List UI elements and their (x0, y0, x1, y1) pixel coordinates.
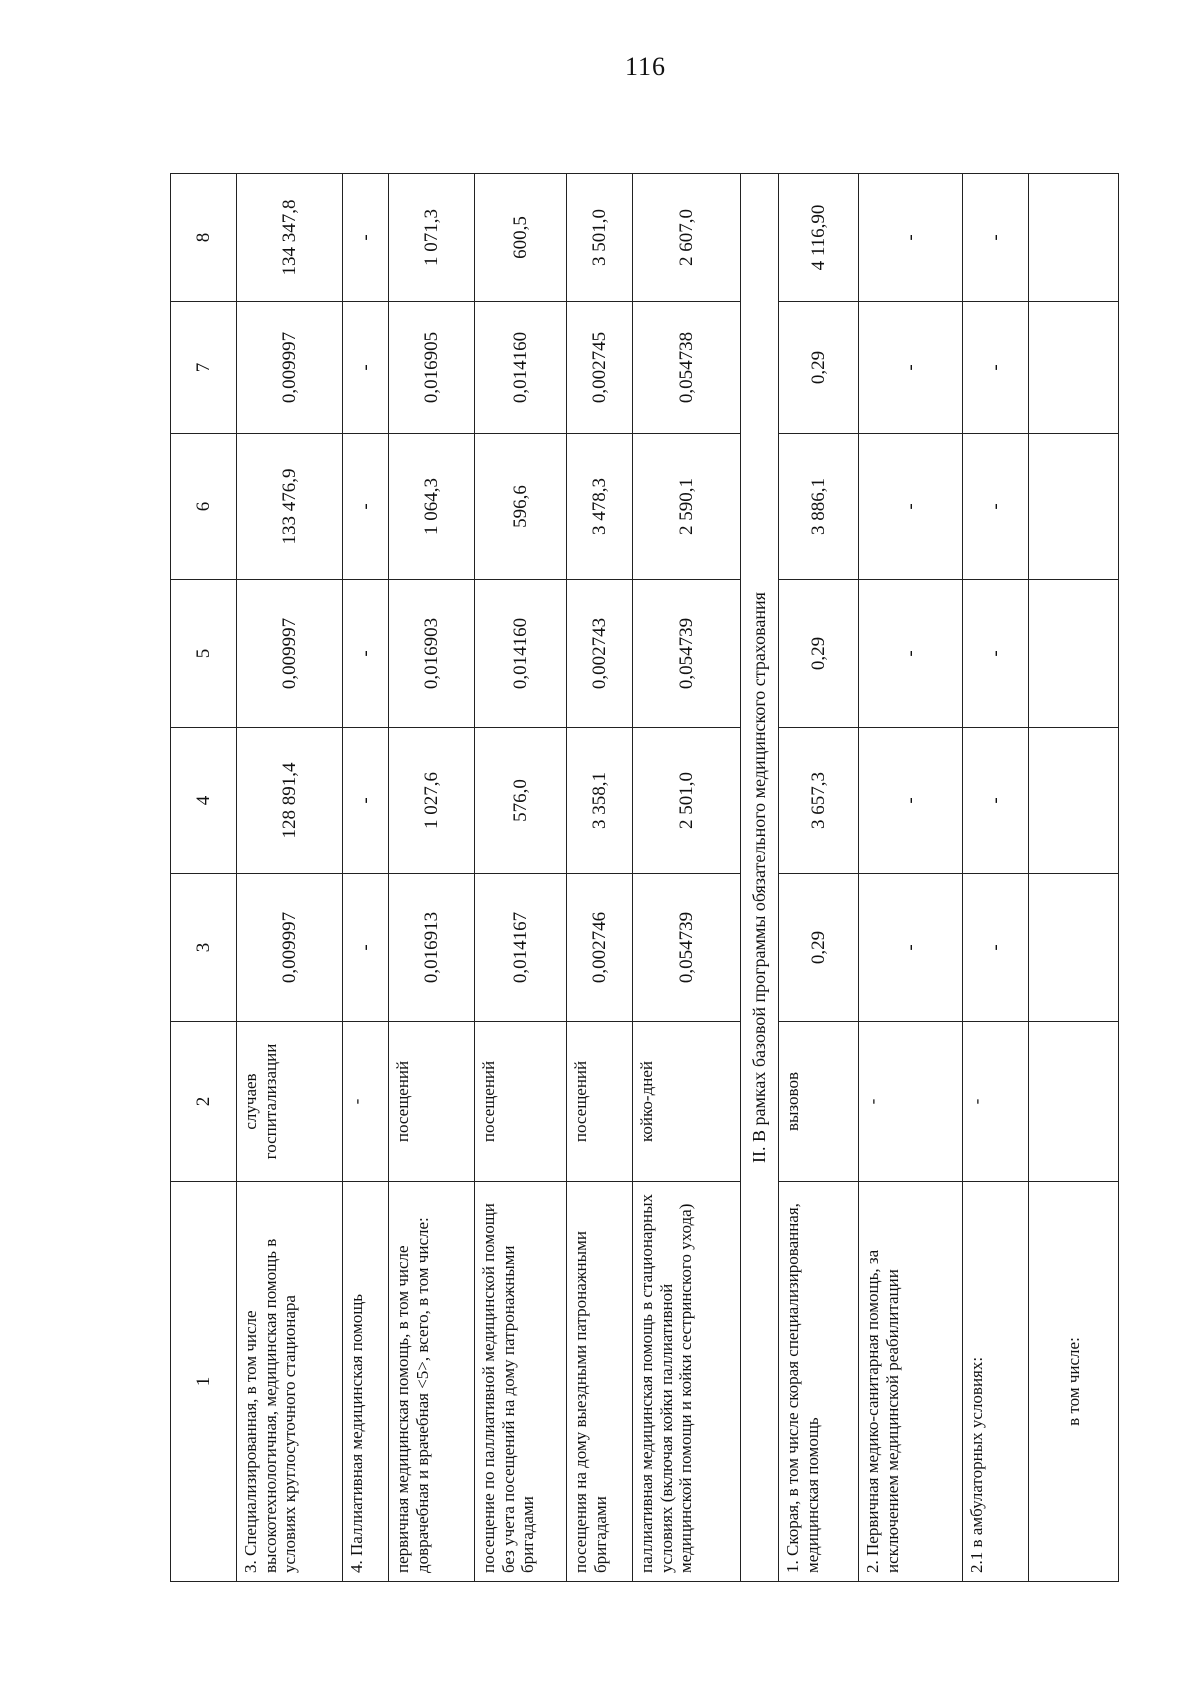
value-cell: 0,054738 (633, 302, 741, 434)
row-name: посещения на дому выездными патронажными бригадами (567, 1182, 633, 1582)
value-cell: 600,5 (475, 174, 567, 302)
table-row (633, 174, 741, 1582)
row-name: 2. Первичная медико-санитарная помощь, за исключением медицинской реабилитации (859, 1182, 963, 1582)
value-cell: - (859, 174, 963, 302)
table-row (567, 174, 633, 1582)
value-cell: 0,016905 (389, 302, 475, 434)
value-cell: - (859, 728, 963, 874)
row-unit: посещений (567, 1022, 633, 1182)
row-unit: - (859, 1022, 963, 1182)
row-name: первичная медицинская помощь, в том числе доврачебная и врачебная <5>, всего, в том числе: (389, 1182, 475, 1582)
value-cell: - (859, 580, 963, 728)
row-name: посещение по паллиативной медицинской помощи без учета посещений на дому патронажными бригадами (475, 1182, 567, 1582)
value-cell: 576,0 (475, 728, 567, 874)
row-name: в том числе: (1029, 1182, 1119, 1582)
value-cell: 3 478,3 (567, 434, 633, 580)
table-row (475, 174, 567, 1582)
row-unit: койко-дней (633, 1022, 741, 1182)
header-cell: 8 (171, 174, 237, 302)
page-number: 116 (625, 52, 667, 81)
value-cell: 1 064,3 (389, 434, 475, 580)
value-cell: 0,054739 (633, 874, 741, 1022)
row-unit: вызовов (779, 1022, 859, 1182)
empty-cell (1029, 434, 1119, 580)
empty-cell (1029, 874, 1119, 1022)
value-cell: 0,002746 (567, 874, 633, 1022)
section-row (741, 174, 779, 1582)
row-unit: - (963, 1022, 1029, 1182)
value-cell: - (963, 174, 1029, 302)
header-cell: 7 (171, 302, 237, 434)
table-row (779, 174, 859, 1582)
value-cell: - (343, 874, 389, 1022)
value-cell: 0,014160 (475, 302, 567, 434)
header-row (171, 174, 237, 1582)
value-cell: 0,016903 (389, 580, 475, 728)
data-table (170, 173, 1119, 1582)
value-cell: 128 891,4 (237, 728, 343, 874)
value-cell: 596,6 (475, 434, 567, 580)
empty-cell (1029, 1022, 1119, 1182)
value-cell: 3 358,1 (567, 728, 633, 874)
value-cell: - (343, 302, 389, 434)
section-title: II. В рамках базовой программы обязательного медицинского страхования (741, 174, 779, 1582)
value-cell: 0,29 (779, 580, 859, 728)
value-cell: 0,014160 (475, 580, 567, 728)
table-row (237, 174, 343, 1582)
value-cell: - (343, 434, 389, 580)
value-cell: - (963, 580, 1029, 728)
table-row (1029, 174, 1119, 1582)
row-unit: посещений (389, 1022, 475, 1182)
value-cell: 2 590,1 (633, 434, 741, 580)
header-cell: 2 (171, 1022, 237, 1182)
empty-cell (1029, 302, 1119, 434)
value-cell: 0,016913 (389, 874, 475, 1022)
table-row (343, 174, 389, 1582)
row-name: 2.1 в амбулаторных условиях: (963, 1182, 1029, 1582)
value-cell: 1 027,6 (389, 728, 475, 874)
header-cell: 1 (171, 1182, 237, 1582)
table-container (170, 174, 1118, 1582)
header-cell: 3 (171, 874, 237, 1022)
value-cell: 0,009997 (237, 302, 343, 434)
value-cell: - (963, 434, 1029, 580)
value-cell: 0,002745 (567, 302, 633, 434)
value-cell: - (343, 580, 389, 728)
value-cell: 134 347,8 (237, 174, 343, 302)
value-cell: 133 476,9 (237, 434, 343, 580)
value-cell: 0,002743 (567, 580, 633, 728)
value-cell: - (859, 434, 963, 580)
value-cell: - (963, 874, 1029, 1022)
value-cell: 0,29 (779, 874, 859, 1022)
empty-cell (1029, 174, 1119, 302)
value-cell: - (859, 302, 963, 434)
row-name: паллиативная медицинская помощь в стационарных условиях (включая койки паллиативной медицинской помощи и койки сестринского ухода) (633, 1182, 741, 1582)
value-cell: - (343, 728, 389, 874)
table-row (389, 174, 475, 1582)
value-cell: 1 071,3 (389, 174, 475, 302)
empty-cell (1029, 728, 1119, 874)
value-cell: 0,009997 (237, 580, 343, 728)
row-name: 3. Специализированная, в том числе высокотехнологичная, медицинская помощь в условиях круглосуточного стационара (237, 1182, 343, 1582)
value-cell: - (859, 874, 963, 1022)
row-name: 4. Паллиативная медицинская помощь (343, 1182, 389, 1582)
row-unit: - (343, 1022, 389, 1182)
header-cell: 6 (171, 434, 237, 580)
value-cell: 2 607,0 (633, 174, 741, 302)
value-cell: - (963, 728, 1029, 874)
value-cell: 3 886,1 (779, 434, 859, 580)
empty-cell (1029, 580, 1119, 728)
table-row (963, 174, 1029, 1582)
value-cell: - (963, 302, 1029, 434)
header-cell: 4 (171, 728, 237, 874)
value-cell: 0,014167 (475, 874, 567, 1022)
header-cell: 5 (171, 580, 237, 728)
value-cell: 4 116,90 (779, 174, 859, 302)
row-unit: посещений (475, 1022, 567, 1182)
value-cell: 3 657,3 (779, 728, 859, 874)
table-row (859, 174, 963, 1582)
row-name: 1. Скорая, в том числе скорая специализированная, медицинская помощь (779, 1182, 859, 1582)
row-unit: случаев госпитализации (237, 1022, 343, 1182)
value-cell: 0,009997 (237, 874, 343, 1022)
value-cell: 0,29 (779, 302, 859, 434)
value-cell: 0,054739 (633, 580, 741, 728)
value-cell: - (343, 174, 389, 302)
value-cell: 2 501,0 (633, 728, 741, 874)
value-cell: 3 501,0 (567, 174, 633, 302)
